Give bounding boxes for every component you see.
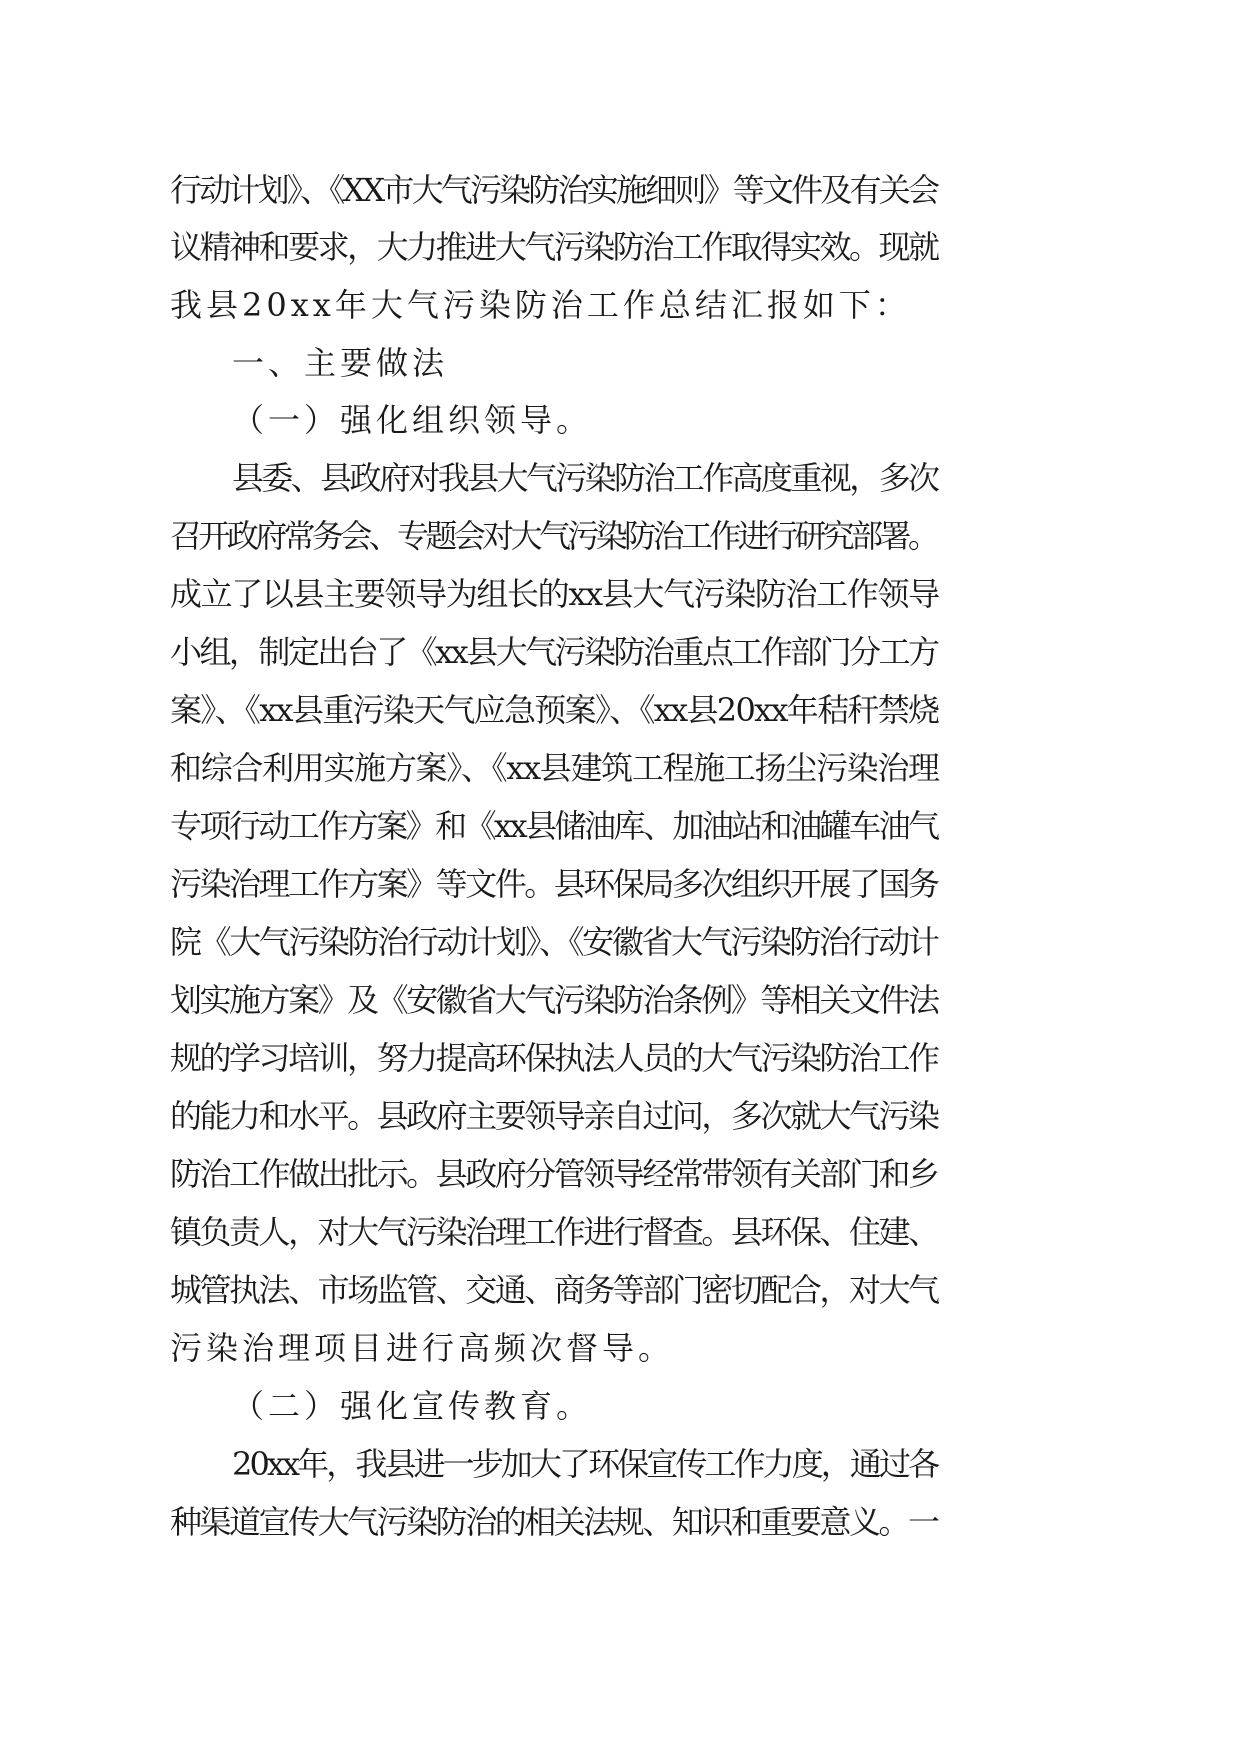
subsection-heading: （一）强化组织领导。 bbox=[232, 401, 593, 439]
text-line: 20xx年，我县进一步加大了环保宣传工作力度，通过各 bbox=[232, 1445, 938, 1483]
text-line: 我县20xx年大气污染防治工作总结汇报如下： bbox=[170, 286, 911, 324]
text-line: 污染治理工作方案》等文件。县环保局多次组织开展了国务 bbox=[170, 865, 938, 903]
text-line: 划实施方案》及《安徽省大气污染防治条例》等相关文件法 bbox=[170, 981, 938, 1019]
text-line: 小组，制定出台了《xx县大气污染防治重点工作部门分工方 bbox=[170, 633, 938, 671]
text-line: 议精神和要求，大力推进大气污染防治工作取得实效。现就 bbox=[170, 228, 938, 266]
text-line: 镇负责人，对大气污染治理工作进行督查。县环保、住建、 bbox=[170, 1213, 938, 1251]
text-line: 院《大气污染防治行动计划》、《安徽省大气污染防治行动计 bbox=[170, 923, 938, 961]
text-line: 种渠道宣传大气污染防治的相关法规、知识和重要意义。一 bbox=[170, 1503, 938, 1541]
text-line: 行动计划》、《XX市大气污染防治实施细则》等文件及有关会 bbox=[170, 171, 938, 209]
text-line: 城管执法、市场监管、交通、商务等部门密切配合，对大气 bbox=[170, 1271, 938, 1309]
text-line: 案》、《xx县重污染天气应急预案》、《xx县20xx年秸秆禁烧 bbox=[170, 691, 939, 729]
subsection-heading: （二）强化宣传教育。 bbox=[232, 1387, 593, 1425]
section-heading: 一、主要做法 bbox=[232, 344, 449, 382]
text-line: 召开政府常务会、专题会对大气污染防治工作进行研究部署。 bbox=[170, 517, 937, 555]
text-line: 规的学习培训，努力提高环保执法人员的大气污染防治工作 bbox=[170, 1039, 938, 1077]
text-line: 和综合利用实施方案》、《xx县建筑工程施工扬尘污染治理 bbox=[170, 749, 939, 787]
text-line: 成立了以县主要领导为组长的xx县大气污染防治工作领导 bbox=[170, 575, 939, 613]
text-line: 污染治理项目进行高频次督导。 bbox=[170, 1329, 675, 1367]
text-line: 专项行动工作方案》和《xx县储油库、加油站和油罐车油气 bbox=[170, 807, 938, 845]
text-line: 县委、县政府对我县大气污染防治工作高度重视，多次 bbox=[232, 459, 938, 497]
text-line: 的能力和水平。县政府主要领导亲自过问，多次就大气污染 bbox=[170, 1097, 938, 1135]
text-line: 防治工作做出批示。县政府分管领导经常带领有关部门和乡 bbox=[170, 1155, 938, 1193]
